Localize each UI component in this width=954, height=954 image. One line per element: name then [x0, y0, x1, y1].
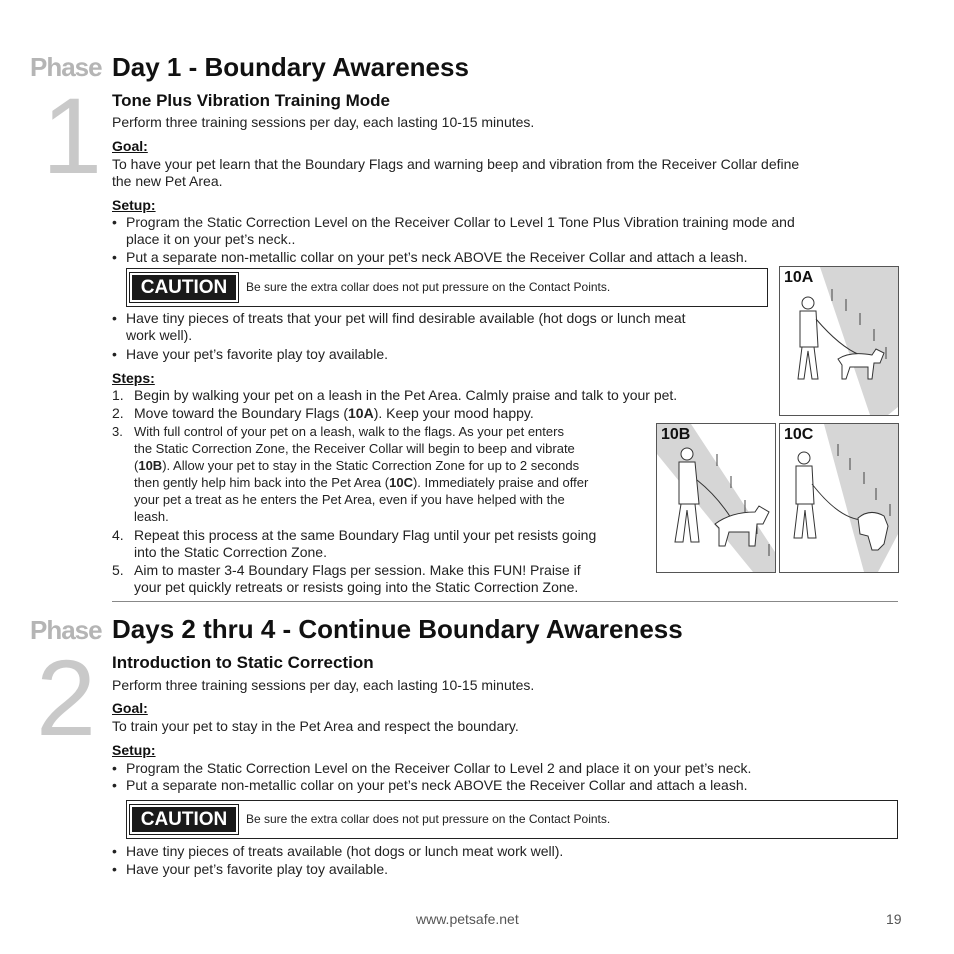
figure-10a-illustration [780, 267, 898, 415]
step-text-line2: your pet quickly retreats or resists going into the Static Correction Zone. [134, 579, 579, 595]
phase1-subtitle: Tone Plus Vibration Training Mode [112, 91, 391, 110]
bullet-dot: • [112, 760, 117, 776]
phase2-setup-item-3 [112, 843, 892, 861]
phase2-setup-item-2 [112, 777, 892, 795]
phase1-step-5 [112, 562, 652, 598]
figure-10b [656, 423, 776, 573]
phase1-title: Day 1 - Boundary Awareness [112, 52, 469, 82]
phase2-goal-label: Goal: [112, 700, 148, 716]
phase2-goal-text: To train your pet to stay in the Pet Area and respect the boundary. [112, 718, 519, 734]
step-text-line3: (10B). Allow your pet to stay in the Static Correction Zone for up to 2 seconds [134, 458, 580, 473]
phase2-title: Days 2 thru 4 - Continue Boundary Awareness [112, 614, 683, 644]
phase1-step-3 [112, 423, 652, 527]
page-number: 19 [886, 911, 902, 927]
phase1-label: Phase [30, 52, 102, 82]
caution-text: Be sure the extra collar does not put pressure on the Contact Points. [246, 812, 611, 826]
setup-text: Have your pet’s favorite play toy available. [126, 346, 388, 362]
figure-10c-illustration [780, 424, 898, 572]
phase1-caution-box [126, 268, 768, 307]
phase1-intro: Perform three training sessions per day, each lasting 10-15 minutes. [112, 114, 535, 130]
figure-10c [779, 423, 899, 573]
phase1-step-4 [112, 527, 652, 563]
bullet-dot: • [112, 310, 117, 326]
step-text-line5: your pet a treat as he enters the Pet Area, even if you have helped with the [134, 492, 565, 507]
phase1-step-2 [112, 405, 752, 423]
phase1-setup-item-3 [112, 310, 772, 346]
phase1-goal-line2: the new Pet Area. [112, 173, 223, 189]
section-divider [112, 601, 898, 602]
phase2-setup-label: Setup: [112, 742, 156, 758]
phase1-setup-item-1 [112, 214, 892, 250]
figure-ref-10c: 10C [389, 475, 413, 490]
phase2-intro: Perform three training sessions per day, each lasting 10-15 minutes. [112, 677, 535, 693]
setup-text-line2: place it on your pet’s neck.. [126, 231, 296, 247]
caution-text: Be sure the extra collar does not put pressure on the Contact Points. [246, 280, 611, 294]
figure-10b-illustration [657, 424, 775, 572]
step-number: 2. [112, 405, 124, 421]
step-text-line1: Repeat this process at the same Boundary Flag until your pet resists going [134, 527, 597, 543]
step-number: 5. [112, 562, 124, 578]
phase1-step-1 [112, 387, 752, 405]
setup-text: Program the Static Correction Level on the Receiver Collar to Level 2 and place it on your pet’s neck. [126, 760, 752, 776]
phase2-label: Phase [30, 615, 102, 645]
phase1-setup-label: Setup: [112, 197, 156, 213]
step-number: 1. [112, 387, 124, 403]
setup-text: Put a separate non-metallic collar on your pet’s neck ABOVE the Receiver Collar and attach a leash. [126, 777, 748, 793]
step-text-line2: into the Static Correction Zone. [134, 544, 327, 560]
phase2-number: 2 [36, 637, 97, 758]
figure-ref-10b: 10B [138, 458, 163, 473]
phase2-subtitle: Introduction to Static Correction [112, 653, 374, 672]
bullet-dot: • [112, 777, 117, 793]
phase1-goal-line1: To have your pet learn that the Boundary Flags and warning beep and vibration from the Receiver Collar define [112, 156, 800, 172]
figure-10b-label: 10B [661, 426, 691, 443]
figure-10a-label: 10A [784, 269, 814, 286]
bullet-dot: • [112, 249, 117, 265]
phase2-caution-box [126, 800, 898, 839]
step-text: Move toward the Boundary Flags (10A). Keep your mood happy. [134, 405, 534, 421]
figure-ref-10a: 10A [348, 405, 374, 421]
setup-text: Have your pet’s favorite play toy available. [126, 861, 388, 877]
figure-10a [779, 266, 899, 416]
phase2-setup-item-1 [112, 760, 892, 778]
phase1-goal-label: Goal: [112, 138, 148, 154]
caution-badge: CAUTION [130, 805, 238, 834]
step-number: 3. [112, 424, 123, 439]
bullet-dot: • [112, 861, 117, 877]
step-text-line1: With full control of your pet on a leash, walk to the flags. As your pet enters [134, 424, 564, 439]
step-text-line4: then gently help him back into the Pet Area (10C). Immediately praise and offer [134, 475, 589, 490]
setup-text-line1: Have tiny pieces of treats that your pet will find desirable available (hot dogs or lunch meat [126, 310, 686, 326]
footer-url: www.petsafe.net [416, 911, 519, 927]
bullet-dot: • [112, 214, 117, 230]
phase1-setup-item-2 [112, 249, 892, 267]
setup-text-line1: Program the Static Correction Level on the Receiver Collar to Level 1 Tone Plus Vibration training mode and [126, 214, 795, 230]
figure-10c-label: 10C [784, 426, 814, 443]
phase1-steps-label: Steps: [112, 370, 155, 386]
phase1-number: 1 [42, 75, 103, 196]
setup-text-line2: work well). [126, 327, 193, 343]
setup-text: Have tiny pieces of treats available (hot dogs or lunch meat work well). [126, 843, 564, 859]
phase2-setup-item-4 [112, 861, 892, 879]
step-text: Begin by walking your pet on a leash in the Pet Area. Calmly praise and talk to your pet. [134, 387, 678, 403]
setup-text: Put a separate non-metallic collar on your pet’s neck ABOVE the Receiver Collar and attach a leash. [126, 249, 748, 265]
bullet-dot: • [112, 843, 117, 859]
caution-badge: CAUTION [130, 273, 238, 302]
bullet-dot: • [112, 346, 117, 362]
step-text-line1: Aim to master 3-4 Boundary Flags per session. Make this FUN! Praise if [134, 562, 581, 578]
phase1-setup-item-4 [112, 346, 772, 364]
step-number: 4. [112, 527, 124, 543]
step-text-line6: leash. [134, 509, 169, 524]
step-text-line2: the Static Correction Zone, the Receiver Collar will begin to beep and vibrate [134, 441, 575, 456]
